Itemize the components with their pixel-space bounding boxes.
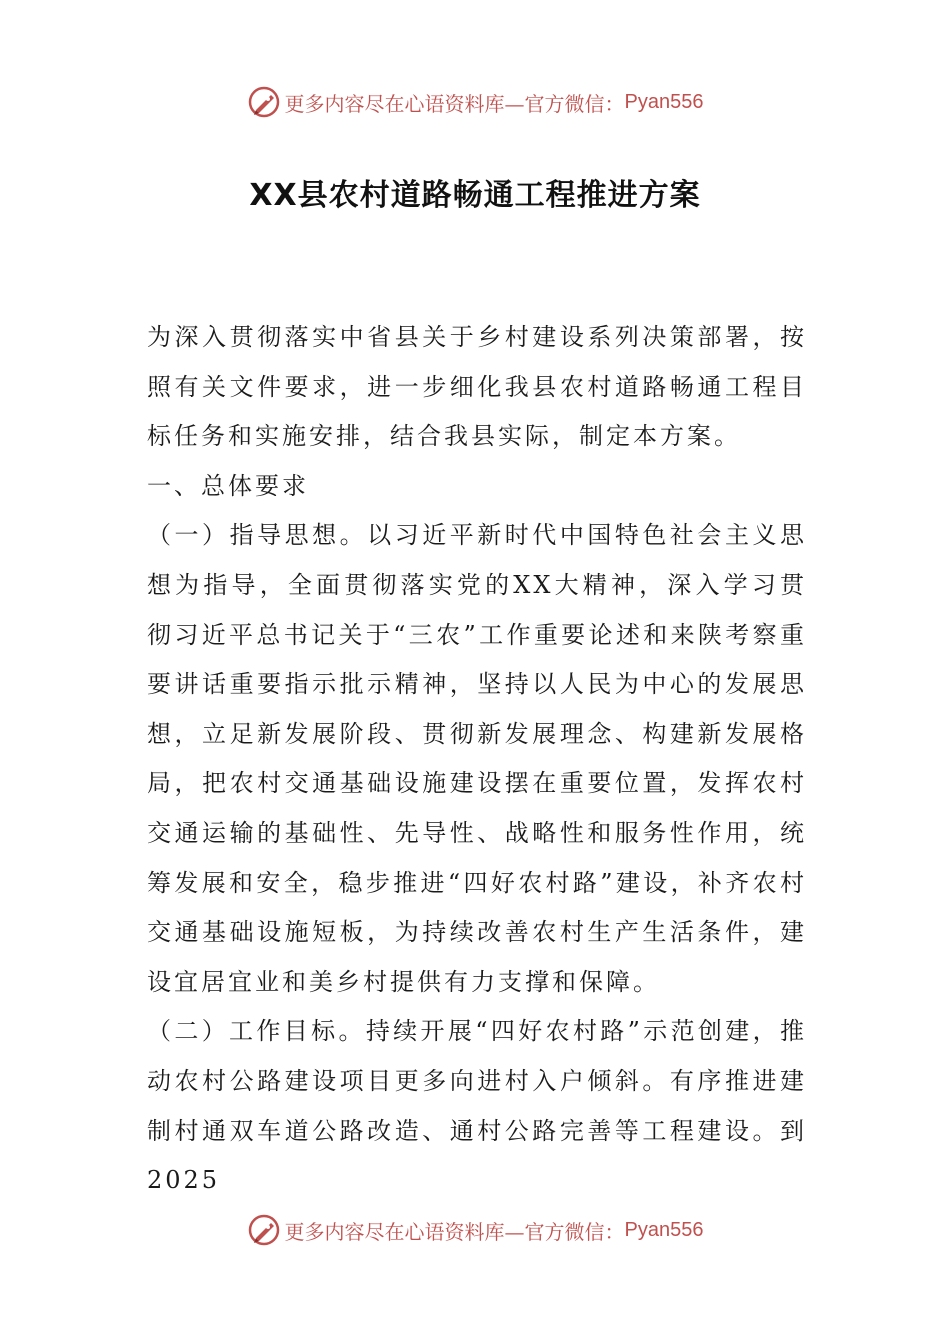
document-title: XX县农村道路畅通工程推进方案 bbox=[249, 178, 701, 213]
pen-logo-icon bbox=[247, 1213, 281, 1247]
section-heading: 一、总体要求 bbox=[147, 471, 309, 500]
watermark-footer bbox=[0, 1210, 950, 1250]
work-goals-paragraph: （二）工作目标。持续开展“四好农村路”示范创建，推动农村公路建设项目更多向进村入户倾斜。有序推进建制村通双车道公路改造、通村公路完善等工程建设。到2025 bbox=[147, 1017, 807, 1195]
watermark-text: 更多内容尽在心语资料库—官方微信： bbox=[284, 91, 625, 116]
watermark-wechat-id: Pyan556 bbox=[624, 90, 704, 113]
intro-paragraph: 为深入贯彻落实中省县关于乡村建设系列决策部署，按照有关文件要求，进一步细化我县农村道路畅通工程目标任务和实施安排，结合我县实际，制定本方案。 bbox=[147, 323, 807, 451]
guiding-ideology-paragraph: （一）指导思想。以习近平新时代中国特色社会主义思想为指导，全面贯彻落实党的XX大精神，深入学习贯彻习近平总书记关于“三农”工作重要论述和来陕考察重要讲话重要指示批示精神，坚持以人民为中心的发展思想，立足新发展阶段、贯彻新发展理念、构建新发展格局，把农村交通基础设施建设摆在重要位置，发挥农村交通运输的基础性、先导性、战略性和服务性作用，统筹发展和安全，稳步推进“四好农村路”建设，补齐农村交通基础设施短板，为持续改善农村生产生活条件，建设宜居宜业和美乡村提供有力支撑和保障。 bbox=[147, 521, 807, 996]
watermark-wechat-id: Pyan556 bbox=[624, 1218, 704, 1241]
watermark-text: 更多内容尽在心语资料库—官方微信： bbox=[284, 1219, 625, 1244]
pen-logo-icon bbox=[247, 85, 281, 119]
watermark-header bbox=[0, 82, 950, 122]
document-body bbox=[147, 313, 807, 1206]
